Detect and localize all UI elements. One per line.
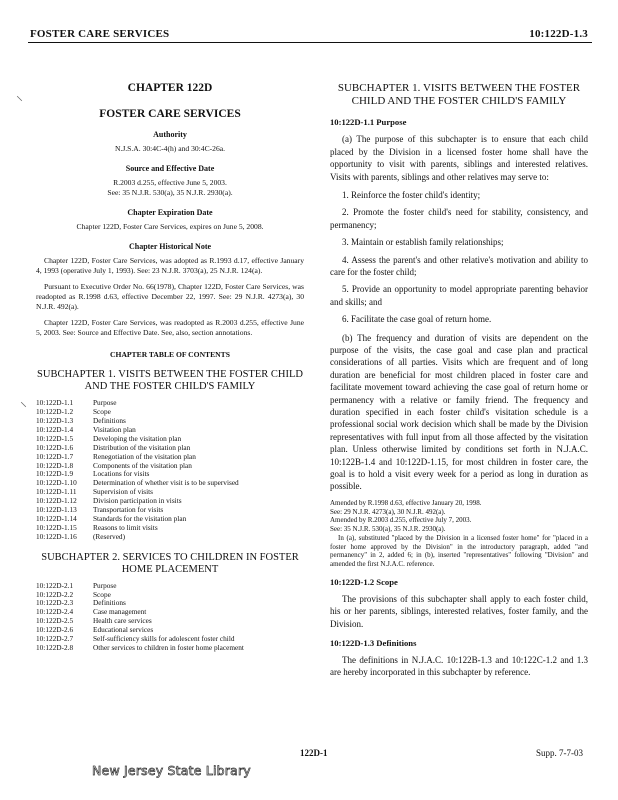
toc-entry xyxy=(36,408,304,417)
toc-entry-title: Educational services xyxy=(93,625,154,635)
toc-entry-number: 10:122D-1.12 xyxy=(36,496,77,506)
page-number: 122D-1 xyxy=(300,748,328,758)
section-1-1-list xyxy=(330,189,588,326)
toc-subchapter-1-heading: SUBCHAPTER 1. VISITS BETWEEN THE FOSTER CHILD AND THE FOSTER CHILD'S FAMILY xyxy=(37,369,303,393)
toc-entry-title: Components of the visitation plan xyxy=(93,460,192,470)
toc-entry xyxy=(36,479,304,488)
toc-entry-title: Division participation in visits xyxy=(93,496,182,506)
running-head xyxy=(28,26,592,43)
toc-entry-title: Distribution of the visitation plan xyxy=(93,442,191,452)
library-stamp: New Jersey State Library xyxy=(92,763,251,778)
toc-entry-title: Renegotiation of the visitation plan xyxy=(93,451,196,461)
history-heading: Chapter Historical Note xyxy=(128,242,212,252)
history-paragraph-1: Chapter 122D, Foster Care Services, was adopted as R.1993 d.17, effective January 4, 1993 (operative July 1, 1993). See: 23 N.J.R. 3703(a), 25 N.J.R. 124(a). xyxy=(36,256,304,276)
history-paragraph-3: Chapter 122D, Foster Care Services, was readopted as R.2003 d.255, effective June 5, 2003. See: Source and Effective Date. See, also, section annotations. xyxy=(36,318,304,338)
history-paragraph-2: Pursuant to Executive Order No. 66(1978), Chapter 122D, Foster Care Services, was readopted as R.1998 d.63, effective December 22, 1997. See: 29 N.J.R. 4273(a), 30 N.J.R. 492(a). xyxy=(36,282,304,312)
toc-entry-title: Health care services xyxy=(93,616,152,626)
list-item: 5. Provide an opportunity to model appropriate parenting behavior and skills; and xyxy=(330,284,588,307)
running-head-section: 10:122D-1.3 xyxy=(529,28,588,40)
list-item: 2. Promote the foster child's need for stability, consistency, and permanency; xyxy=(330,207,588,230)
list-item: 3. Maintain or establish family relationships; xyxy=(342,237,504,248)
amendment-lines xyxy=(330,499,588,534)
toc-entry-number: 10:122D-1.14 xyxy=(36,513,77,523)
toc-entry xyxy=(36,608,304,617)
source-text-2: See: 35 N.J.R. 530(a), 35 N.J.R. 2930(a). xyxy=(107,188,233,198)
toc-entry-title: Transportation for visits xyxy=(93,504,164,514)
toc-entry xyxy=(36,591,304,600)
toc-entry-title: Locations for visits xyxy=(93,469,150,479)
section-1-3-heading: 10:122D-1.3 Definitions xyxy=(330,638,417,649)
toc-entry-title: Purpose xyxy=(93,580,117,590)
toc-entry-number: 10:122D-2.2 xyxy=(36,589,74,599)
toc-entry-title: Definitions xyxy=(93,416,126,426)
list-item: 6. Facilitate the case goal of return home. xyxy=(342,314,492,325)
toc-entry xyxy=(36,599,304,608)
toc-entry-number: 10:122D-2.8 xyxy=(36,642,74,652)
list-item: 1. Reinforce the foster child's identity; xyxy=(342,189,481,200)
toc-entry-number: 10:122D-2.1 xyxy=(36,580,74,590)
margin-mark: ⸜ xyxy=(16,89,23,104)
chapter-title: FOSTER CARE SERVICES xyxy=(99,108,241,120)
toc-entry-number: 10:122D-1.1 xyxy=(36,398,74,408)
toc-entry-number: 10:122D-2.4 xyxy=(36,607,74,617)
amendment-note xyxy=(330,499,588,569)
toc-entry xyxy=(36,417,304,426)
toc-entry-title: Determination of whether visit is to be supervised xyxy=(93,478,239,488)
toc-entry-title: Purpose xyxy=(93,398,117,408)
toc-entry-title: Reasons to limit visits xyxy=(93,522,158,532)
section-1-1-para-b: (b) The frequency and duration of visits are dependent on the purpose of the visits, the case goal and case plan and practical considerations of all parties. Visits which are frequent and of long duration are beneficial for most children placed in foster care and facilitate movement toward achieving the case goal of return home or permanency with a relative or family friend. The frequency and duration specified in each foster child's visitation schedule is a professional social work decision which shall be made by the Division representatives with full input from all those affected by the visitation plan. Unless otherwise limited by conditions set forth in N.J.A.C. 10:122B-1.4 and 10:122D-1.15, for most children in foster care, the goal is to hold a visit every week for a period as long in duration as possible. xyxy=(330,332,588,492)
authority-heading: Authority xyxy=(153,130,187,139)
authority-text: N.J.S.A. 30:4C-4(h) and 30:4C-26a. xyxy=(114,144,226,153)
toc-entry-title: Self-sufficiency skills for adolescent foster child xyxy=(93,634,235,644)
amendment-note-text: In (a), substituted "placed by the Division in a licensed foster home" for "placed in a foster home approved by the Division" in the introductory paragraph, added "and permanency" in 2, added 6; in (b), inserted "representatives" following "Division" and amended the first N.J.A.C. reference. xyxy=(330,533,588,569)
toc-entry-number: 10:122D-2.3 xyxy=(36,598,74,608)
subchapter-1-heading: SUBCHAPTER 1. VISITS BETWEEN THE FOSTER CHILD AND THE FOSTER CHILD'S FAMILY xyxy=(337,82,581,107)
toc-entry xyxy=(36,644,304,653)
amendment-line: See: 29 N.J.R. 4273(a), 30 N.J.R. 492(a). xyxy=(330,507,446,516)
toc-entry-number: 10:122D-1.4 xyxy=(36,424,74,434)
source-text-1: R.2003 d.255, effective June 5, 2003. xyxy=(113,178,227,188)
amendment-line: See: 35 N.J.R. 530(a), 35 N.J.R. 2930(a). xyxy=(330,525,446,534)
toc-entry-title: (Reserved) xyxy=(93,531,126,541)
section-1-3-text: The definitions in N.J.A.C. 10:122B-1.3 and 10:122C-1.2 and 1.3 are hereby incorporated in this subchapter by reference. xyxy=(330,655,588,678)
toc-entry-number: 10:122D-1.13 xyxy=(36,504,77,514)
toc-subchapter-2-heading: SUBCHAPTER 2. SERVICES TO CHILDREN IN FOSTER HOME PLACEMENT xyxy=(41,551,299,575)
toc-entry-number: 10:122D-1.10 xyxy=(36,478,77,488)
toc-entry-title: Definitions xyxy=(93,598,126,608)
amendment-line: Amended by R.2003 d.255, effective July 7, 2003. xyxy=(330,516,472,525)
toc-entry-number: 10:122D-1.3 xyxy=(36,416,74,426)
toc-entry-number: 10:122D-1.5 xyxy=(36,433,74,443)
toc-entry-title: Other services to children in foster home placement xyxy=(93,642,244,652)
chapter-number: CHAPTER 122D xyxy=(127,82,213,94)
expiration-text: Chapter 122D, Foster Care Services, expires on June 5, 2008. xyxy=(76,222,264,232)
running-head-title: FOSTER CARE SERVICES xyxy=(30,28,170,40)
toc-subchapter-1 xyxy=(36,399,304,541)
section-1-1-heading: 10:122D-1.1 Purpose xyxy=(330,117,407,128)
toc-entry-number: 10:122D-1.16 xyxy=(36,531,77,541)
toc-entry-number: 10:122D-1.6 xyxy=(36,442,74,452)
left-column xyxy=(36,82,304,663)
margin-mark-2: ⸜ xyxy=(20,395,27,410)
section-1-1-para-a: (a) The purpose of this subchapter is to ensure that each child placed by the Division in a licensed foster home shall have the opportunity to visit with parents, siblings and interested relatives. Visits with parents, siblings and other relatives may serve to: xyxy=(330,134,588,182)
toc-subchapter-2 xyxy=(36,582,304,653)
toc-entry-title: Developing the visitation plan xyxy=(93,433,182,443)
toc-entry xyxy=(36,462,304,471)
expiration-heading: Chapter Expiration Date xyxy=(127,208,213,218)
toc-entry-number: 10:122D-1.7 xyxy=(36,451,74,461)
toc-entry xyxy=(36,617,304,626)
right-column xyxy=(330,82,588,685)
toc-entry xyxy=(36,533,304,542)
supplement-date: Supp. 7-7-03 xyxy=(536,748,583,758)
toc-entry xyxy=(36,399,304,408)
toc-entry-number: 10:122D-1.8 xyxy=(36,460,74,470)
toc-entry-number: 10:122D-2.6 xyxy=(36,625,74,635)
toc-entry-number: 10:122D-2.7 xyxy=(36,634,74,644)
list-item: 4. Assess the parent's and other relative's motivation and ability to care for the foster child; xyxy=(330,254,588,277)
toc-entry-number: 10:122D-2.5 xyxy=(36,616,74,626)
source-heading: Source and Effective Date xyxy=(125,164,215,174)
section-1-2-heading: 10:122D-1.2 Scope xyxy=(330,576,398,587)
toc-entry-number: 10:122D-1.9 xyxy=(36,469,74,479)
toc-heading: CHAPTER TABLE OF CONTENTS xyxy=(110,350,230,360)
toc-entry-number: 10:122D-1.15 xyxy=(36,522,77,532)
toc-entry xyxy=(36,582,304,591)
amendment-line: Amended by R.1998 d.63, effective January 20, 1998. xyxy=(330,498,482,507)
toc-entry-title: Visitation plan xyxy=(93,424,136,434)
toc-entry-title: Supervision of visits xyxy=(93,487,153,497)
toc-entry-title: Case management xyxy=(93,607,147,617)
toc-entry-number: 10:122D-1.11 xyxy=(36,487,77,497)
section-1-2-text: The provisions of this subchapter shall apply to each foster child, his or her parents, siblings, interested relatives, foster family, and the Division. xyxy=(330,593,588,629)
toc-entry-title: Scope xyxy=(93,589,111,599)
toc-entry-title: Scope xyxy=(93,407,111,417)
toc-entry-title: Standards for the visitation plan xyxy=(93,513,187,523)
toc-entry-number: 10:122D-1.2 xyxy=(36,407,74,417)
